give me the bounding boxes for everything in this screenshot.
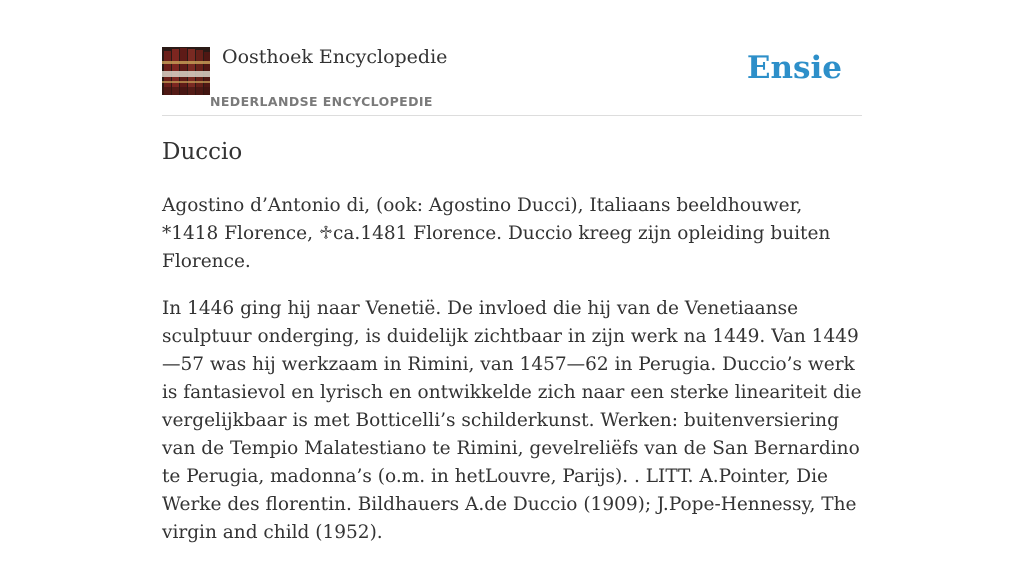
article-paragraph: Agostino d’Antonio di, (ook: Agostino Ducci), Italiaans beeldhouwer, *1418 Florence, ♱ca.1481 Florence. Duccio kreeg zijn opleiding buiten Florence. xyxy=(162,195,831,272)
article-paragraph: In 1446 ging hij naar Venetië. De invloed die hij van de Venetiaanse sculptuur onderging, is duidelijk zichtbaar in zijn werk na 1449. Van 1449—57 was hij werkzaam in Rimini, van 1457—62 in Perugia. Duccio’s werk is fantasievol en lyrisch en ontwikkelde zich naar een sterke lineariteit die vergelijkbaar is met Botticelli’s schilderkunst. Werken: buitenversiering van de Tempio Malatestiano te Rimini, gevelreliëfs van de San Bernardino te Perugia, madonna’s (o.m. in hetLouvre, Parijs). . LITT. A.Pointer, Die Werke des florentin. Bildhauers A.de Duccio (1909); J.Pope-Hennessy, The virgin and child (1952). xyxy=(162,298,862,543)
encyclopedia-books-icon[interactable] xyxy=(162,47,210,95)
brand-logo[interactable]: Ensie xyxy=(746,50,842,86)
article-title: Duccio xyxy=(162,139,243,165)
source-name[interactable]: Oosthoek Encyclopedie xyxy=(222,46,448,68)
header-divider xyxy=(162,115,862,116)
source-subtitle: NEDERLANDSE ENCYCLOPEDIE xyxy=(210,94,433,109)
header xyxy=(162,44,862,116)
article-body xyxy=(162,192,862,566)
